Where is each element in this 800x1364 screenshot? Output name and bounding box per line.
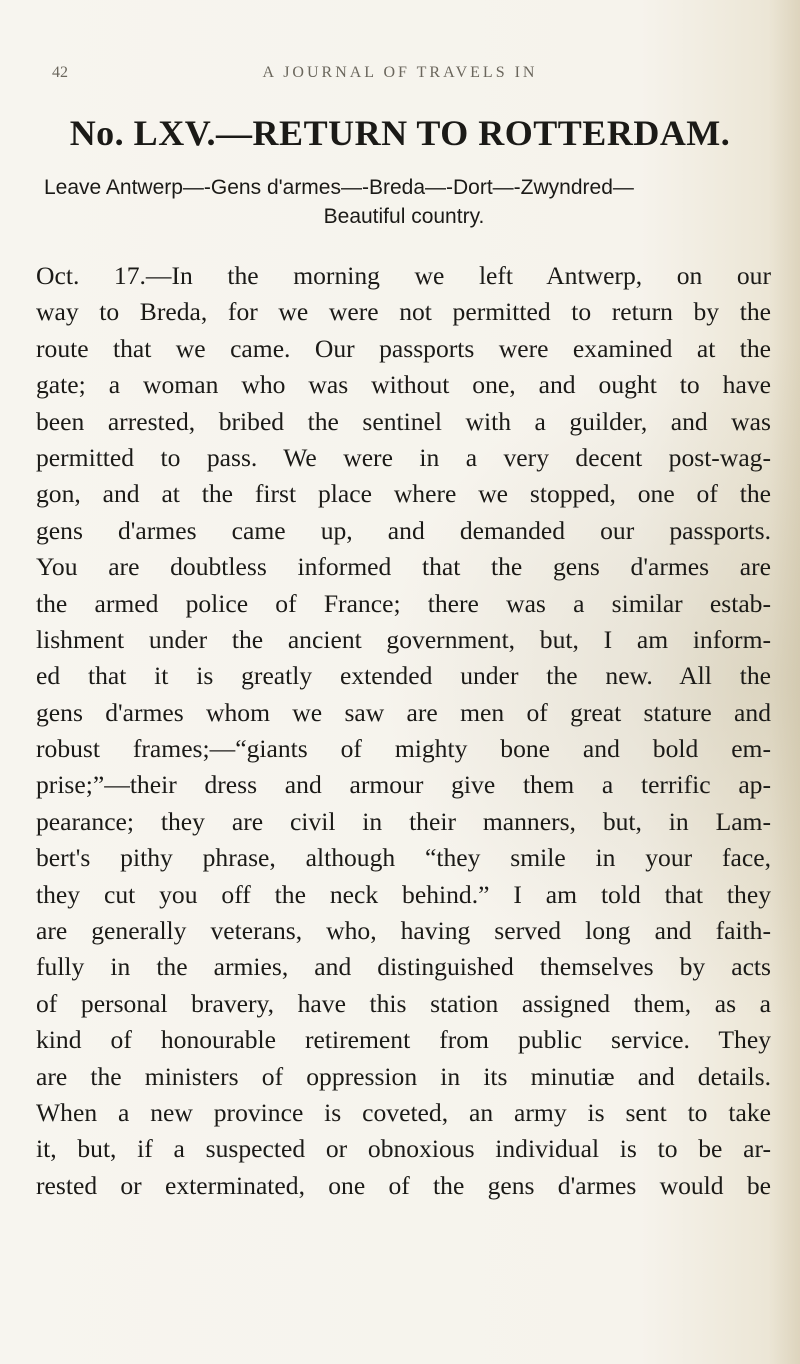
running-head [0,64,800,82]
body-line: bert's pithy phrase, although “they smile in your face, [36,843,771,873]
body-line: route that we came. Our passports were examined at the [36,333,771,363]
body-line: gon, and at the first place where we stopped, one of the [36,479,771,509]
body-line: are generally veterans, who, having served long and faith- [36,916,771,946]
body-line: way to Breda, for we were not permitted to return by the [36,297,771,327]
body-line: gens d'armes whom we saw are men of great stature and [36,697,771,727]
body-line: of personal bravery, have this station assigned them, as a [36,988,771,1018]
body-line: When a new province is coveted, an army is sent to take [36,1097,771,1127]
synopsis-line: Leave Antwerp—-Gens d'armes—-Breda—-Dort—-Zwyndred— [44,176,634,199]
body-line: You are doubtless informed that the gens d'armes are [36,552,771,582]
body-line: permitted to pass. We were in a very decent post-wag- [36,442,771,472]
synopsis-line: Beautiful country. [323,205,485,228]
body-line: rested or exterminated, one of the gens d'armes would be [36,1170,771,1200]
body-line: been arrested, bribed the sentinel with a guilder, and was [36,406,771,436]
chapter-synopsis [44,173,764,231]
body-line: gate; a woman who was without one, and ought to have [36,370,771,400]
body-line: fully in the armies, and distinguished themselves by acts [36,952,771,982]
body-line: they cut you off the neck behind.” I am told that they [36,879,771,909]
body-line: lishment under the ancient government, but, I am inform- [36,624,771,654]
body-line: Oct. 17.—In the morning we left Antwerp, on our [36,261,771,290]
running-head-title: A JOURNAL OF TRAVELS IN [262,64,538,81]
body-line: gens d'armes came up, and demanded our passports. [36,515,771,545]
chapter-title: No. LXV.—RETURN TO ROTTERDAM. [69,113,731,153]
body-text [36,258,771,1204]
body-line: ed that it is greatly extended under the new. All the [36,661,771,691]
body-line: kind of honourable retirement from public service. They [36,1025,771,1055]
body-line: pearance; they are civil in their manners, but, in Lam- [36,806,771,836]
body-line: prise;”—their dress and armour give them a terrific ap- [36,770,771,800]
page-number: 42 [52,64,68,81]
body-line: the armed police of France; there was a similar estab- [36,588,771,618]
body-line: robust frames;—“giants of mighty bone and bold em- [36,734,771,764]
body-line: are the ministers of oppression in its minutiæ and details. [36,1061,771,1091]
body-line: it, but, if a suspected or obnoxious individual is to be ar- [36,1134,771,1164]
